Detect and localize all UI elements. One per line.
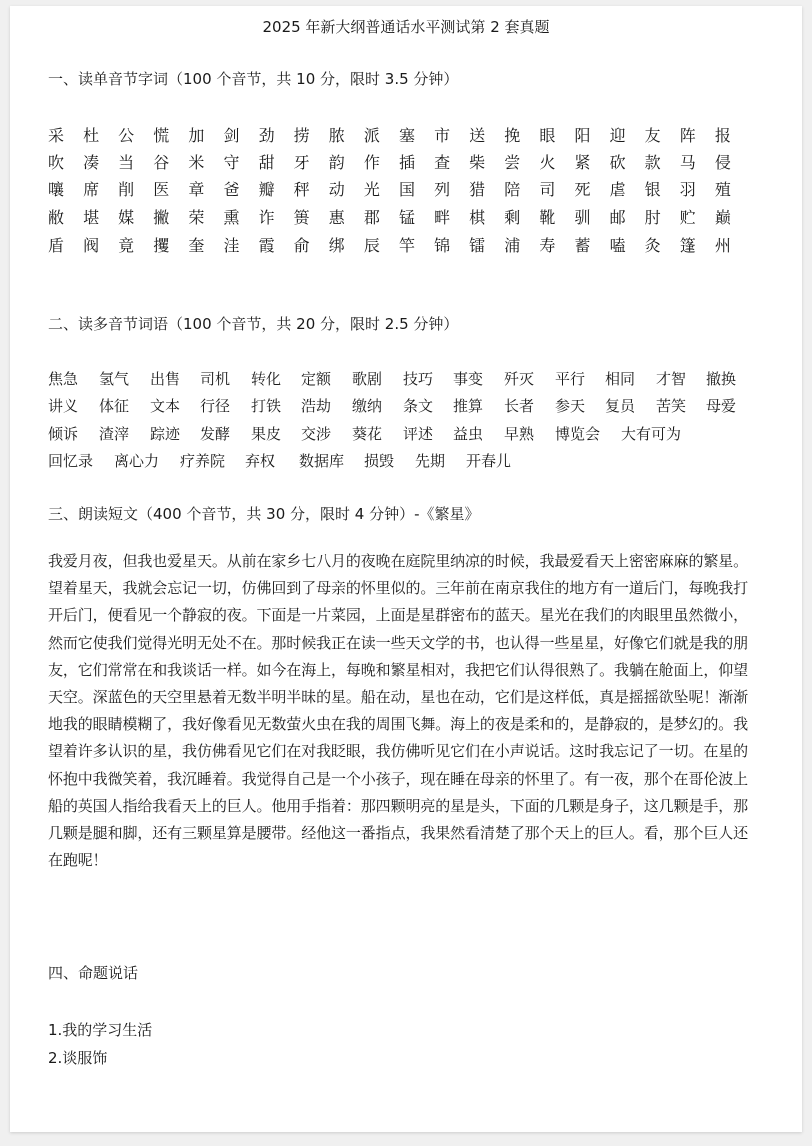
vocab-word: 浩劫	[301, 397, 332, 415]
syllable-char: 撇	[153, 208, 170, 227]
syllable-char: 马	[679, 153, 696, 172]
vocab-word: 弃权	[245, 452, 276, 470]
syllable-char: 眼	[539, 126, 556, 145]
syllable-char: 尝	[504, 153, 521, 172]
vocab-word: 歼灭	[504, 370, 535, 388]
syllable-char: 友	[644, 126, 661, 145]
syllable-char: 侵	[714, 153, 731, 172]
syllable-char: 采	[47, 126, 64, 145]
vocab-word: 博览会	[555, 425, 601, 443]
syllable-char: 堪	[83, 208, 100, 227]
vocab-word: 复员	[605, 397, 636, 415]
syllable-char: 当	[118, 153, 135, 172]
syllable-char: 砍	[609, 153, 626, 172]
syllable-char: 熏	[223, 208, 240, 227]
syllable-char: 迎	[609, 126, 626, 145]
vocab-word: 定额	[301, 370, 332, 388]
vocab-word: 氢气	[99, 370, 130, 388]
vocab-word: 疗养院	[180, 452, 226, 470]
syllable-char: 镭	[469, 236, 486, 255]
syllable-char: 诈	[258, 208, 275, 227]
vocab-word: 回忆录	[48, 452, 94, 470]
vocab-word: 缴纳	[352, 397, 383, 415]
syllable-char: 捞	[293, 126, 310, 145]
vocab-word: 苦笑	[656, 397, 687, 415]
vocab-word: 早熟	[504, 425, 535, 443]
vocab-word: 才智	[656, 370, 687, 388]
syllable-char: 司	[539, 180, 556, 199]
vocab-word: 体征	[99, 397, 130, 415]
syllable-char: 国	[398, 180, 415, 199]
syllable-char: 驯	[574, 208, 591, 227]
syllable-char: 竿	[398, 236, 415, 255]
syllable-char: 俞	[293, 236, 310, 255]
syllable-char: 嚷	[47, 180, 64, 199]
vocab-word: 撤换	[706, 370, 737, 388]
syllable-char: 肘	[644, 208, 661, 227]
syllable-char: 瓣	[258, 180, 275, 199]
syllable-char: 报	[714, 126, 731, 145]
reading-passage: 我爱月夜，但我也爱星天。从前在家乡七八月的夜晚在庭院里纳凉的时候，我最爱看天上密密麻麻的繁星。望着星天，我就会忘记一切，仿佛回到了母亲的怀里似的。三年前在南京我住的地方有一道后门，每晚我打开后门，便看见一个静寂的夜。下面是一片菜园，上面是星群密布的蓝天。星光在我们的肉眼里虽然微小，然而它使我们觉得光明无处不在。那时候我正在读一些天文学的书，也认得一些星星，好像它们就是我的朋友，它们常常在和我谈话一样。如今在海上，每晚和繁星相对，我把它们认得很熟了。我躺在舱面上，仰望天空。深蓝色的天空里悬着无数半明半昧的星。船在动，星也在动，它们是这样低，真是摇摇欲坠呢！渐渐地我的眼睛模糊了，我好像看见无数萤火虫在我的周围飞舞。海上的夜是柔和的，是静寂的，是梦幻的。我望着许多认识的星，我仿佛看见它们在对我眨眼，我仿佛听见它们在小声说话。这时我忘记了一切。在星的怀抱中我微笑着，我沉睡着。我觉得自己是一个小孩子，现在睡在母亲的怀里了。有一夜，那个在哥伦波上船的英国人指给我看天上的巨人。他用手指着：那四颗明亮的星是头，下面的几颗是身子，这几颗是手，那几颗是腿和脚，还有三颗星算是腰带。经他这一番指点，我果然看清楚了那个天上的巨人。看，那个巨人还在跑呢！	[48, 552, 748, 870]
vocab-word: 推算	[453, 397, 484, 415]
vocab-word: 歌剧	[352, 370, 383, 388]
syllable-char: 惠	[328, 208, 345, 227]
vocab-word: 踪迹	[150, 425, 181, 443]
syllable-char: 剑	[223, 126, 240, 145]
syllable-char: 市	[434, 126, 451, 145]
syllable-char: 棋	[469, 208, 486, 227]
syllable-char: 牙	[293, 153, 310, 172]
topic-item: 1.我的学习生活	[48, 1021, 153, 1039]
vocab-word: 益虫	[453, 425, 484, 443]
syllable-char: 靴	[539, 208, 556, 227]
syllable-char: 蓄	[574, 236, 591, 255]
syllable-char: 剩	[504, 208, 521, 227]
vocab-word: 焦急	[48, 370, 79, 388]
vocab-word: 开春儿	[466, 452, 512, 470]
syllable-char: 羽	[679, 180, 696, 199]
syllable-char: 甜	[258, 153, 275, 172]
syllable-char: 韵	[328, 153, 345, 172]
section2-heading: 二、读多音节词语（100 个音节，共 20 分，限时 2.5 分钟）	[48, 315, 459, 333]
vocab-word: 相同	[605, 370, 636, 388]
syllable-char: 劲	[258, 126, 275, 145]
syllable-char: 猎	[469, 180, 486, 199]
syllable-char: 挽	[504, 126, 521, 145]
syllable-char: 攫	[153, 236, 170, 255]
syllable-char: 嗑	[609, 236, 626, 255]
vocab-word: 讲义	[48, 397, 79, 415]
syllable-char: 送	[469, 126, 486, 145]
vocab-word: 文本	[150, 397, 181, 415]
vocab-word: 先期	[415, 452, 446, 470]
syllable-char: 柴	[469, 153, 486, 172]
syllable-char: 霞	[258, 236, 275, 255]
vocab-word: 离心力	[114, 452, 160, 470]
vocab-word: 司机	[200, 370, 231, 388]
vocab-word: 事变	[453, 370, 484, 388]
syllable-char: 殖	[714, 180, 731, 199]
syllable-char: 吹	[47, 153, 64, 172]
vocab-word: 发酵	[200, 425, 231, 443]
vocab-word: 参天	[555, 397, 586, 415]
syllable-char: 爸	[223, 180, 240, 199]
syllable-char: 灸	[644, 236, 661, 255]
vocab-word: 交涉	[301, 425, 332, 443]
syllable-char: 州	[714, 236, 731, 255]
syllable-char: 篑	[293, 208, 310, 227]
syllable-char: 贮	[679, 208, 696, 227]
vocab-word: 评述	[403, 425, 434, 443]
syllable-char: 畔	[434, 208, 451, 227]
syllable-char: 作	[363, 153, 380, 172]
syllable-char: 洼	[223, 236, 240, 255]
syllable-char: 锦	[434, 236, 451, 255]
syllable-char: 款	[644, 153, 661, 172]
syllable-char: 阀	[83, 236, 100, 255]
syllable-char: 巅	[714, 208, 731, 227]
syllable-char: 郡	[363, 208, 380, 227]
syllable-char: 谷	[153, 153, 170, 172]
syllable-char: 章	[188, 180, 205, 199]
vocab-word: 打铁	[251, 397, 282, 415]
syllable-char: 医	[153, 180, 170, 199]
syllable-char: 脓	[328, 126, 345, 145]
syllable-char: 邮	[609, 208, 626, 227]
vocab-word: 出售	[150, 370, 181, 388]
syllable-char: 阵	[679, 126, 696, 145]
syllable-char: 守	[223, 153, 240, 172]
syllable-char: 秤	[293, 180, 310, 199]
vocab-word: 渣滓	[99, 425, 130, 443]
section4-heading: 四、命题说话	[48, 964, 139, 982]
topic-item: 2.谈服饰	[48, 1049, 108, 1067]
vocab-word: 葵花	[352, 425, 383, 443]
vocab-word: 母爱	[706, 397, 737, 415]
syllable-char: 光	[363, 180, 380, 199]
syllable-char: 奎	[188, 236, 205, 255]
syllable-char: 荣	[188, 208, 205, 227]
syllable-char: 敝	[47, 208, 64, 227]
vocab-word: 平行	[555, 370, 586, 388]
syllable-char: 凑	[83, 153, 100, 172]
syllable-char: 米	[188, 153, 205, 172]
syllable-char: 媒	[118, 208, 135, 227]
syllable-char: 火	[539, 153, 556, 172]
vocab-word: 果皮	[251, 425, 282, 443]
syllable-char: 竟	[118, 236, 135, 255]
syllable-char: 查	[434, 153, 451, 172]
syllable-char: 插	[398, 153, 415, 172]
vocab-word: 倾诉	[48, 425, 79, 443]
syllable-char: 盾	[47, 236, 64, 255]
syllable-char: 陪	[504, 180, 521, 199]
syllable-char: 寿	[539, 236, 556, 255]
syllable-char: 公	[118, 126, 135, 145]
vocab-word: 大有可为	[621, 425, 682, 443]
syllable-char: 辰	[363, 236, 380, 255]
page-title: 2025 年新大纲普通话水平测试第 2 套真题	[262, 18, 550, 36]
syllable-char: 虐	[609, 180, 626, 199]
vocab-word: 技巧	[403, 370, 434, 388]
syllable-char: 紧	[574, 153, 591, 172]
vocab-word: 损毁	[364, 452, 395, 470]
syllable-char: 列	[434, 180, 451, 199]
syllable-char: 阳	[574, 126, 591, 145]
section1-heading: 一、读单音节字词（100 个音节，共 10 分，限时 3.5 分钟）	[48, 70, 459, 88]
syllable-char: 席	[83, 180, 100, 199]
vocab-word: 条文	[403, 397, 434, 415]
syllable-char: 银	[644, 180, 661, 199]
syllable-char: 篷	[679, 236, 696, 255]
vocab-word: 行径	[200, 397, 231, 415]
syllable-char: 杜	[83, 126, 100, 145]
syllable-char: 动	[328, 180, 345, 199]
syllable-char: 死	[574, 180, 591, 199]
syllable-char: 加	[188, 126, 205, 145]
vocab-word: 数据库	[299, 452, 345, 470]
vocab-word: 转化	[251, 370, 282, 388]
document-page	[10, 6, 802, 1132]
syllable-char: 慌	[153, 126, 170, 145]
vocab-word: 长者	[504, 397, 535, 415]
syllable-char: 绑	[328, 236, 345, 255]
syllable-char: 浦	[504, 236, 521, 255]
syllable-char: 锰	[398, 208, 415, 227]
syllable-char: 派	[363, 126, 380, 145]
syllable-char: 削	[118, 180, 135, 199]
section3-heading: 三、朗读短文（400 个音节，共 30 分，限时 4 分钟）-《繁星》	[48, 505, 480, 523]
syllable-char: 塞	[398, 126, 415, 145]
